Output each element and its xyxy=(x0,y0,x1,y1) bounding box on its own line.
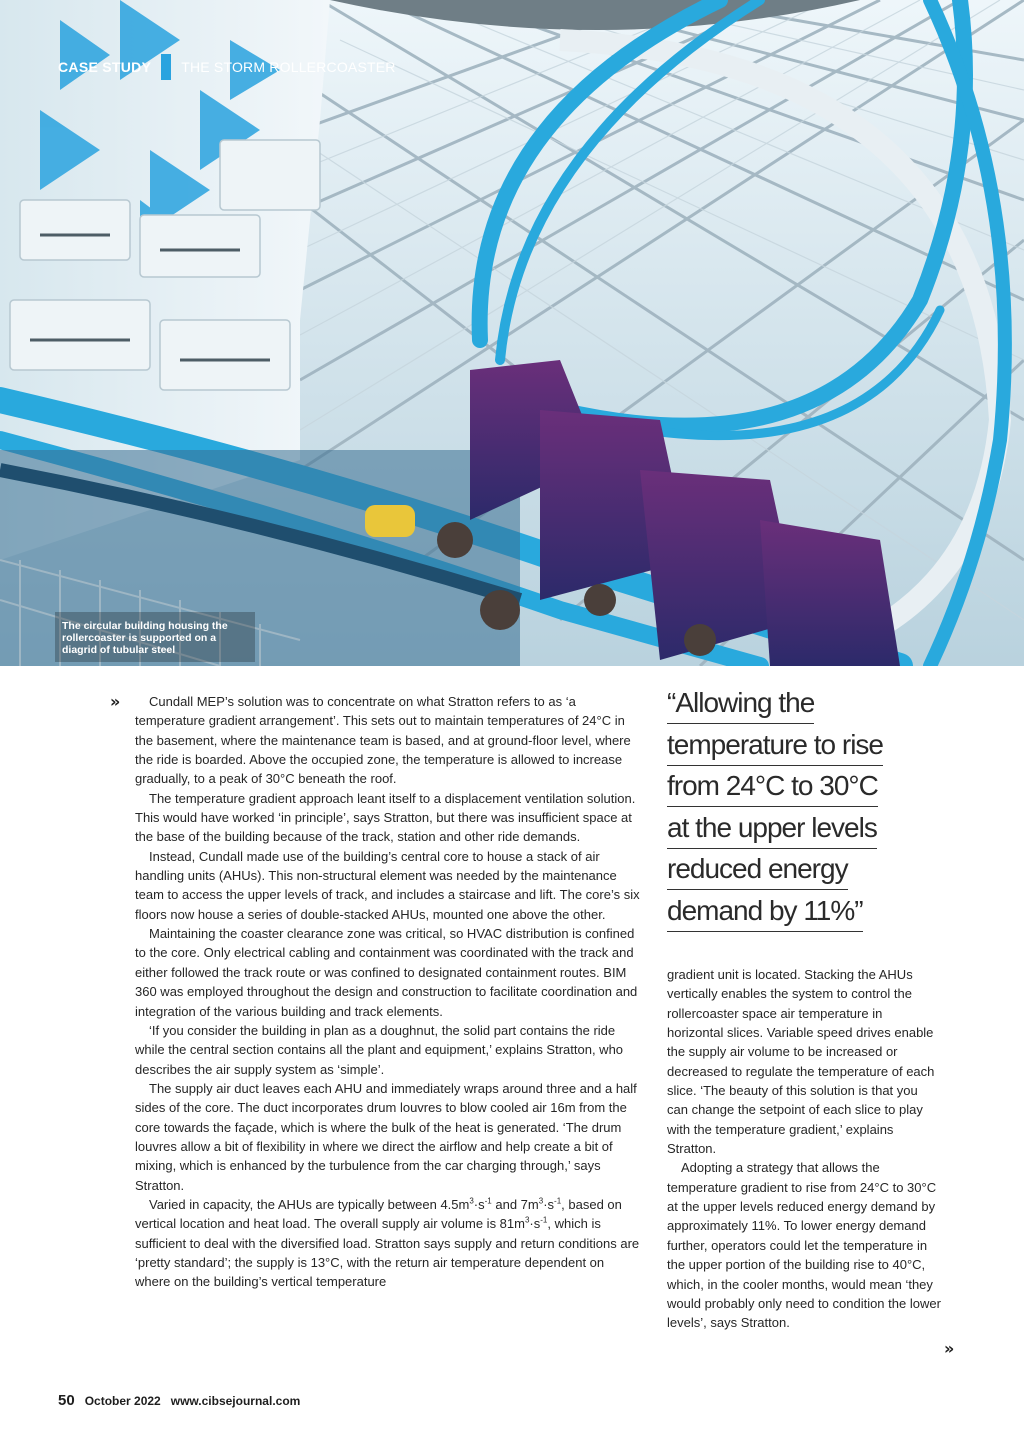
hero-photo xyxy=(0,0,1024,666)
p7-text-e: , based on vertical location and heat load. The overall supply air volume is 81m xyxy=(135,1196,622,1232)
main-paragraph-7 xyxy=(135,1195,640,1292)
main-paragraph-1: Cundall MEP’s solution was to concentrate on what Stratton refers to as ‘a temperature gradient arrangement’. This sets out to maintain temperatures of 24°C in the basement, where the maintenance team is based, and at ground-floor level, where the ride is boarded. Above the occupied zone, the temperature is allowed to increase gradually, to a peak of 30°C beneath the roof. xyxy=(135,694,631,787)
pull-quote-line: “Allowing the xyxy=(667,686,814,724)
pull-quote-line: reduced energy xyxy=(667,852,848,890)
header-divider xyxy=(161,54,171,80)
page-footer xyxy=(58,1392,300,1409)
superscript-neg1: -1 xyxy=(484,1196,492,1206)
continue-in-icon: » xyxy=(110,692,121,711)
pull-quote xyxy=(667,686,929,935)
main-paragraph-3: Instead, Cundall made use of the building’s central core to house a stack of air handling units (AHUs). This non-structural element was needed by the maintenance team to access the upper levels of track, and includes a staircase and lift. The core’s six floors now house a series of double-stacked AHUs, mounted one above the other. xyxy=(135,848,640,922)
pull-quote-line: at the upper levels xyxy=(667,811,877,849)
p7-text-b: ·s xyxy=(473,1196,485,1212)
issue-date: October 2022 xyxy=(84,1394,161,1408)
superscript-neg1: -1 xyxy=(540,1215,548,1225)
header-kicker: CASE STUDY xyxy=(58,59,152,75)
superscript-3: 3 xyxy=(538,1196,544,1206)
p7-text-a: Varied in capacity, the AHUs are typically between 4.5m xyxy=(149,1196,470,1212)
main-paragraph-5: ‘If you consider the building in plan as a doughnut, the solid part contains the ride while the central section contains all the plant and equipment,’ explains Stratton, who describes the air supply system as ‘simple’. xyxy=(135,1022,624,1077)
p7-text-d: ·s xyxy=(543,1196,555,1212)
main-paragraph-4: Maintaining the coaster clearance zone was critical, so HVAC distribution is confined to the core. Only electrical cabling and containment was coordinated with the track and either followed the track route or was confined to designated containment routes. BIM 360 was employed throughout the design and construction to facilitate coordination and integration of the various building and track elements. xyxy=(135,926,638,1019)
pull-quote-line: from 24°C to 30°C xyxy=(667,769,878,807)
side-column xyxy=(667,965,942,1333)
superscript-neg1: -1 xyxy=(554,1196,562,1206)
main-column xyxy=(135,692,640,1292)
side-paragraph-1: gradient unit is located. Stacking the AHUs vertically enables the system to control the rollercoaster space air temperature in horizontal slices. Variable speed drives enable the supply air volume to be increased or decreased to regulate the temperature of each slice. ‘The beauty of this solution is that you can change the setpoint of each slice to play with the temperature gradient,’ explains Stratton. xyxy=(667,967,935,1157)
header-section-title: THE STORM ROLLERCOASTER xyxy=(181,59,396,75)
superscript-3: 3 xyxy=(524,1215,530,1225)
main-paragraph-2: The temperature gradient approach leant itself to a displacement ventilation solution. This would have worked ‘in principle’, says Stratton, but there was insufficient space at the base of the building because of the track, station and other ride demands. xyxy=(135,790,636,845)
website-link[interactable]: www.cibsejournal.com xyxy=(170,1394,301,1408)
p7-text-f: ·s xyxy=(529,1216,541,1232)
rollercoaster-illustration xyxy=(0,0,1024,666)
pull-quote-line: demand by 11%” xyxy=(667,894,863,932)
p7-text-c: and 7m xyxy=(491,1196,539,1212)
continue-out-icon: » xyxy=(944,1339,955,1358)
superscript-3: 3 xyxy=(469,1196,474,1206)
main-paragraph-6: The supply air duct leaves each AHU and immediately wraps around three and a half sides of the core. The duct incorporates drum louvres to blow cooled air 16m from the core towards the façade, which is where the bulk of the heat is generated. ‘The drum louvres allow a bit of flexibility in where we direct the airflow and help create a bit of mixing, which is enhanced by the turbulence from the car charging through,’ says Stratton. xyxy=(135,1080,637,1193)
pull-quote-line: temperature to rise xyxy=(667,728,883,766)
section-header xyxy=(58,54,396,80)
side-paragraph-2: Adopting a strategy that allows the temperature gradient to rise from 24°C to 30°C at the upper levels reduced energy demand by approximately 11%. To lower energy demand further, operators could let the temperature in the upper portion of the building rise to 40°C, which, in the cooler months, would mean ‘they would probably only need to condition the lower levels’, says Stratton. xyxy=(667,1160,941,1331)
p7-text-g: , which is sufficient to deal with the diversified load. Stratton says supply and return conditions are ‘pretty standard’; the supply is 13°C, with the return air temperature dependent on where on the building’s vertical temperature xyxy=(135,1216,640,1290)
photo-caption: The circular building housing the rollercoaster is supported on a diagrid of tubular steel xyxy=(62,620,228,656)
page-number: 50 xyxy=(58,1392,75,1409)
